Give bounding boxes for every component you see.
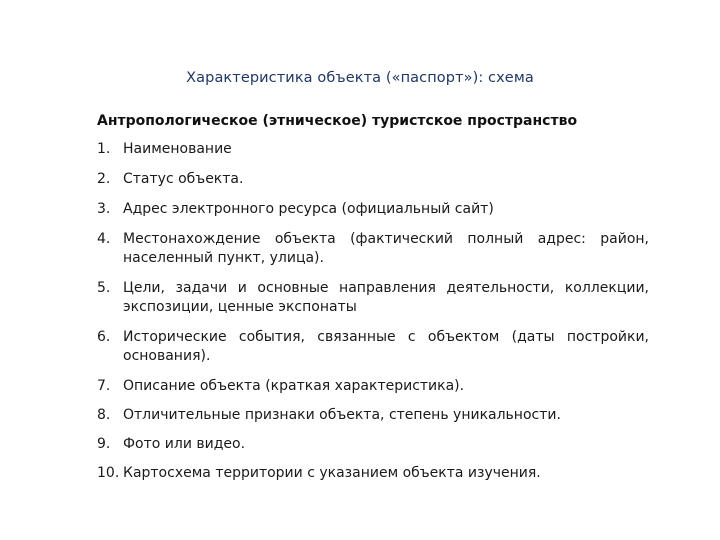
list-item-text: Отличительные признаки объекта, степень уникальности. — [123, 407, 561, 423]
slide-title: Характеристика объекта («паспорт»): схема — [186, 70, 534, 86]
list-item-number: 2. — [97, 171, 111, 187]
list-item-number: 1. — [97, 141, 111, 157]
list-item-text: Картосхема территории с указанием объекта изучения. — [123, 465, 541, 481]
list-item-number: 6. — [97, 329, 111, 345]
list-item — [97, 435, 649, 454]
list-item — [97, 377, 649, 396]
list-item-text: Статус объекта. — [123, 171, 244, 187]
list-item — [97, 170, 649, 189]
section-subtitle: Антропологическое (этническое) туристское пространство — [97, 113, 578, 129]
list-item — [97, 140, 649, 159]
list-item — [97, 328, 649, 366]
list-item-number: 7. — [97, 378, 111, 394]
list-item-number: 10. — [97, 465, 120, 481]
list-item-number: 9. — [97, 436, 111, 452]
list-item-text: Местонахождение объекта (фактический полный адрес: район, населенный пункт, улица). — [123, 231, 649, 266]
list-item-number: 4. — [97, 231, 111, 247]
list-item-text: Наименование — [123, 141, 232, 157]
list-item — [97, 279, 649, 317]
list-item-text: Цели, задачи и основные направления деятельности, коллекции, экспозиции, ценные экспонаты — [123, 280, 649, 315]
list-item-text: Адрес электронного ресурса (официальный сайт) — [123, 201, 494, 217]
list-item-text: Описание объекта (краткая характеристика). — [123, 378, 465, 394]
list-item-text: Исторические события, связанные с объектом (даты постройки, основания). — [123, 329, 649, 364]
list-item — [97, 464, 649, 483]
characteristics-list — [97, 140, 649, 493]
list-item-number: 5. — [97, 280, 111, 296]
list-item-text: Фото или видео. — [123, 436, 246, 452]
list-item — [97, 230, 649, 268]
list-item — [97, 200, 649, 219]
list-item-number: 8. — [97, 407, 111, 423]
list-item-number: 3. — [97, 201, 111, 217]
list-item — [97, 406, 649, 425]
